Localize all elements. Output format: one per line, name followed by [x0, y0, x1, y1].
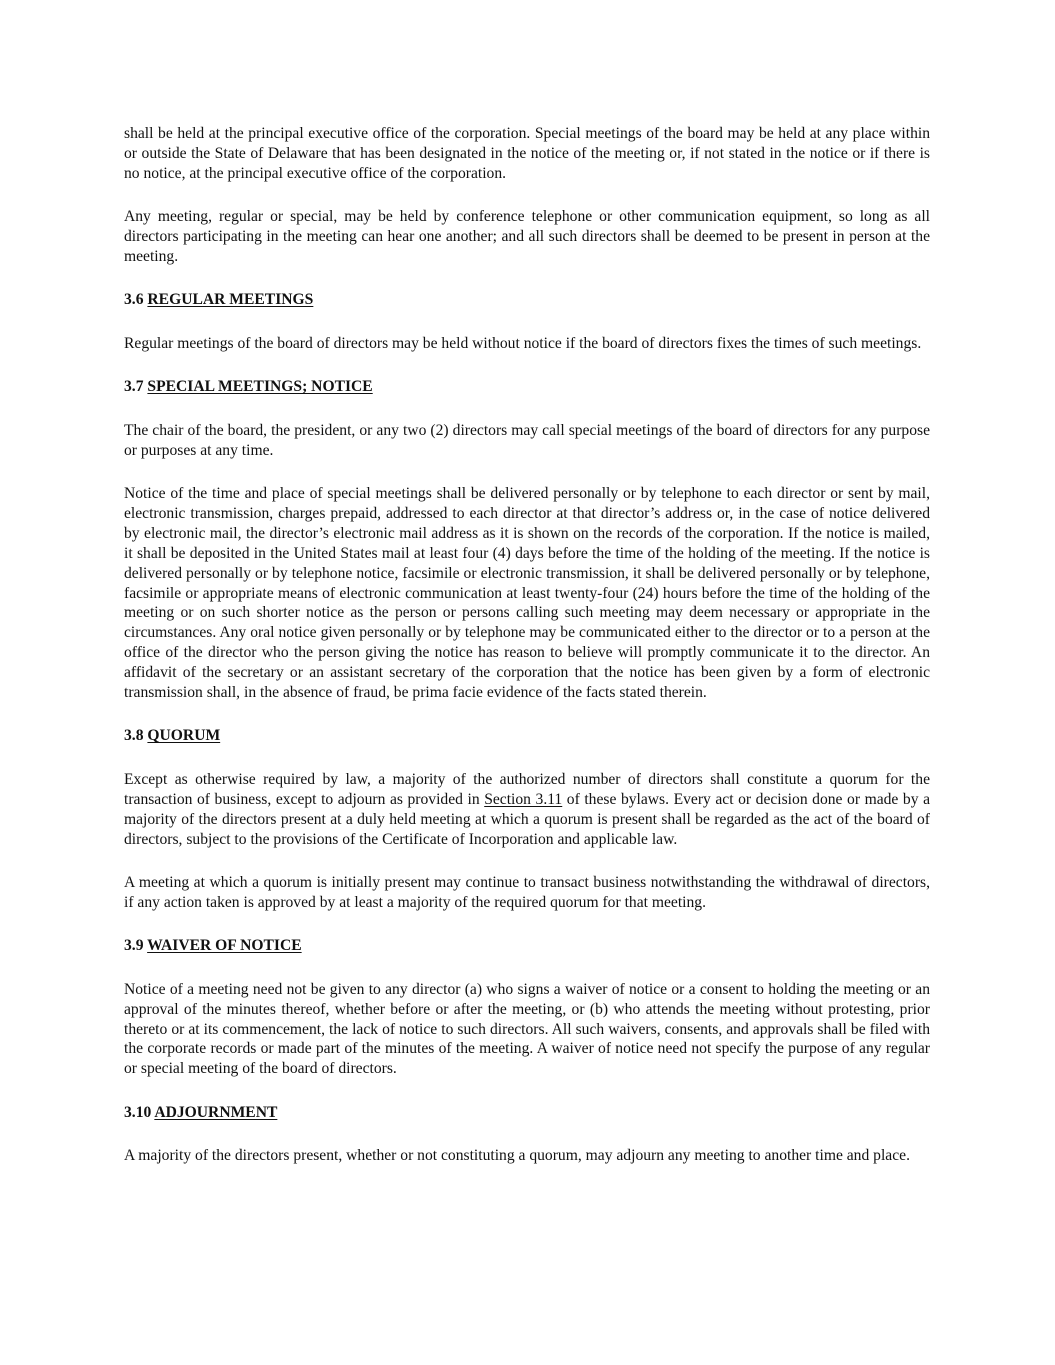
- paragraph-regular-meetings: Regular meetings of the board of directors may be held without notice if the board of directors fixes the times of such meetings.: [124, 334, 922, 352]
- section-title: SPECIAL MEETINGS; NOTICE: [147, 378, 373, 396]
- paragraph-adjournment: A majority of the directors present, whether or not constituting a quorum, may adjourn any meeting to another time and place.: [124, 1147, 910, 1165]
- section-number: 3.10: [124, 1103, 152, 1121]
- quorum-text-before: Except as otherwise required by law, a majority of the authorized number of directors shall constitute a quorum for the transaction of business, except to adjourn as provided in: [124, 770, 930, 808]
- section-heading-3-9: [124, 936, 930, 956]
- section-number: 3.7: [124, 378, 144, 396]
- section-number: 3.6: [124, 291, 144, 309]
- section-number: 3.8: [124, 727, 144, 745]
- section-title: ADJOURNMENT: [154, 1103, 278, 1121]
- quorum-text-after: of these bylaws. Every act or decision done or made by a majority of the directors present at a duly held meeting at which a quorum is present shall be regarded as the act of the board of directors, subject to the provisions of the Certificate of Incorporation and applicable law.: [124, 790, 930, 848]
- section-number: 3.9: [124, 937, 144, 955]
- paragraph-special-meetings-call: The chair of the board, the president, or any two (2) directors may call special meetings of the board of directors for any purpose or purposes at any time.: [124, 421, 930, 459]
- section-heading-3-6: [124, 290, 930, 310]
- paragraph-continued-meeting-place: shall be held at the principal executive office of the corporation. Special meetings of the board may be held at any place within or outside the State of Delaware that has been designated in the notice of the meeting or, if not stated in the notice or if there is no notice, at the principal executive office of the corporation.: [124, 125, 930, 182]
- section-heading-3-7: [124, 377, 930, 397]
- section-heading-3-10: [124, 1103, 930, 1123]
- section-title: REGULAR MEETINGS: [147, 291, 314, 309]
- document-page: [124, 124, 930, 1190]
- section-reference-link[interactable]: Section 3.11: [484, 790, 563, 808]
- paragraph-special-meetings-notice: Notice of the time and place of special meetings shall be delivered personally or by telephone to each director or sent by mail, electronic transmission, charges prepaid, addressed to each director at that director’s address or, in the case of notice delivered by electronic mail, the director’s electronic mail address as it is shown on the records of the corporation. If the notice is mailed, it shall be deposited in the United States mail at least four (4) days before the time of the holding of the meeting. If the notice is delivered personally or by telephone notice, facsimile or electronic transmission, it shall be delivered personally or by telephone, facsimile or appropriate means of electronic communication at least twenty-four (24) hours before the time of the holding of the meeting or on such shorter notice as the person or persons calling such meeting may deem necessary or appropriate in the circumstances. Any oral notice given personally or by telephone may be communicated either to the director or to a person at the office of the director who the person giving the notice has reason to believe will promptly communicate it to the director. An affidavit of the secretary or an assistant secretary of the corporation that the notice has been given by a form of electronic transmission shall, in the absence of fraud, be prima facie evidence of the facts stated therein.: [124, 484, 930, 702]
- paragraph-quorum: [124, 770, 930, 850]
- paragraph-waiver-of-notice: Notice of a meeting need not be given to any director (a) who signs a waiver of notice or a consent to holding the meeting or an approval of the minutes thereof, whether before or after the meeting, or (b) who attends the meeting without protesting, prior thereto or at its commencement, the lack of notice to such directors. All such waivers, consents, and approvals shall be filed with the corporate records or made part of the minutes of the meeting. A waiver of notice need not specify the purpose of any regular or special meeting of the board of directors.: [124, 980, 930, 1078]
- paragraph-conference-telephone: Any meeting, regular or special, may be held by conference telephone or other communication equipment, so long as all directors participating in the meeting can hear one another; and all such directors shall be deemed to be present in person at the meeting.: [124, 208, 930, 266]
- section-title: QUORUM: [147, 727, 221, 745]
- paragraph-quorum-withdrawal: A meeting at which a quorum is initially present may continue to transact business notwithstanding the withdrawal of directors, if any action taken is approved by at least a majority of the required quorum for that meeting.: [124, 873, 930, 911]
- section-title: WAIVER OF NOTICE: [147, 937, 302, 955]
- section-heading-3-8: [124, 726, 930, 746]
